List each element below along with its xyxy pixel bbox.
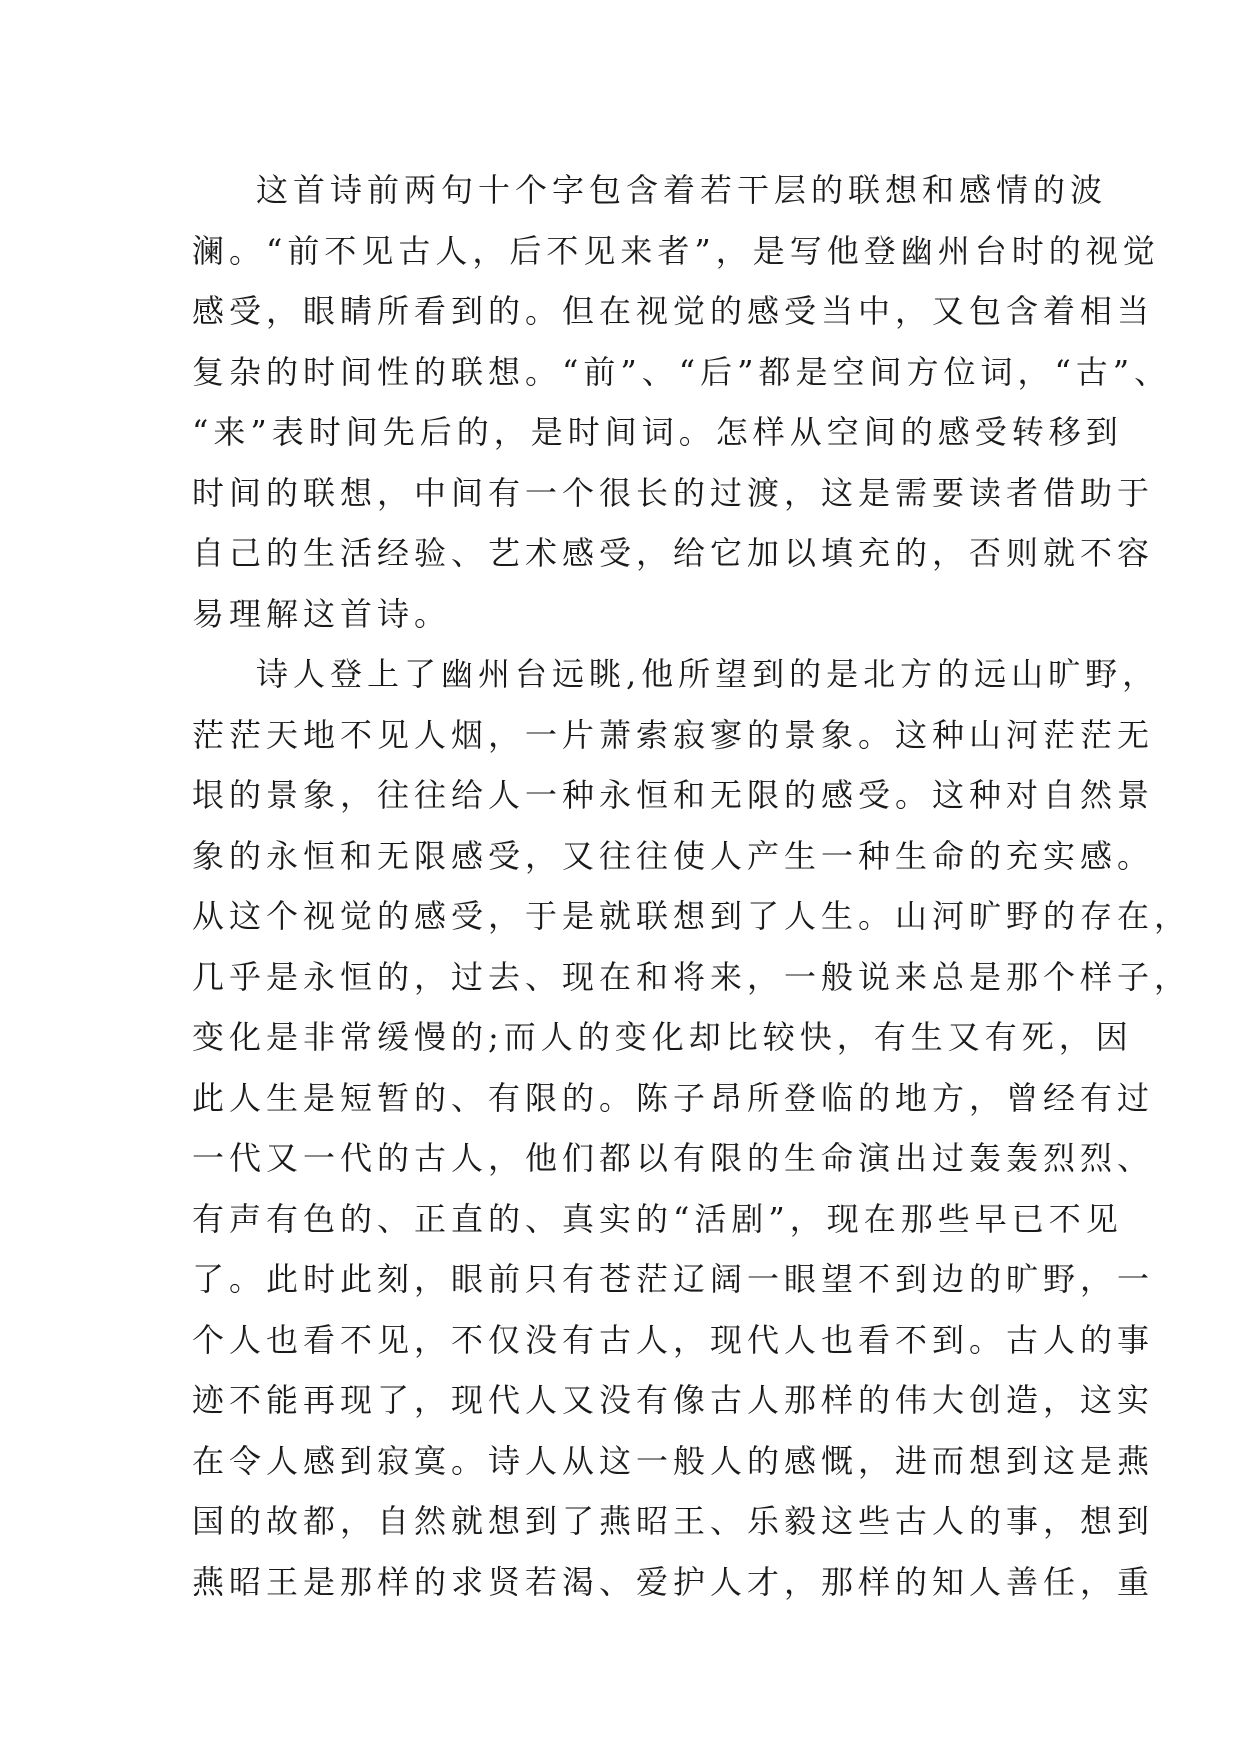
text-line: 几乎是永恒的，过去、现在和将来，一般说来总是那个样子，	[192, 957, 1192, 996]
text-line: 了。此时此刻，眼前只有苍茫辽阔一眼望不到边的旷野，一	[192, 1260, 1155, 1298]
text-line: “来”表时间先后的，是时间词。怎样从空间的感受转移到	[192, 413, 1123, 451]
text-line: 变化是非常缓慢的;而人的变化却比较快，有生又有死，因	[192, 1018, 1133, 1056]
text-line: 时间的联想，中间有一个很长的过渡，这是需要读者借助于	[192, 473, 1155, 512]
text-line: 象的永恒和无限感受，又往往使人产生一种生命的充实感。	[192, 836, 1155, 875]
text-line: 有声有色的、正直的、真实的“活剧”，现在那些早已不见	[192, 1199, 1123, 1238]
paragraph-2	[192, 644, 1192, 1612]
text-line: 易理解这首诗。	[192, 594, 452, 633]
text-line: 燕昭王是那样的求贤若渴、爱护人才，那样的知人善任，重	[192, 1562, 1155, 1601]
text-line: 垠的景象，往往给人一种永恒和无限的感受。这种对自然景	[192, 776, 1155, 814]
text-line: 在令人感到寂寞。诗人从这一般人的感慨，进而想到这是燕	[192, 1441, 1155, 1480]
paragraph-1	[192, 160, 1172, 644]
body-text	[192, 160, 1192, 1612]
text-line: 一代又一代的古人，他们都以有限的生命演出过轰轰烈烈、	[192, 1139, 1155, 1177]
text-line: 自己的生活经验、艺术感受，给它加以填充的，否则就不容	[192, 534, 1155, 572]
text-line: 迹不能再现了，现代人又没有像古人那样的伟大创造，这实	[192, 1381, 1155, 1419]
text-line: 茫茫天地不见人烟，一片萧索寂寥的景象。这种山河茫茫无	[192, 715, 1155, 754]
text-line: 个人也看不见，不仅没有古人，现代人也看不到。古人的事	[192, 1320, 1155, 1359]
text-line: 诗人登上了幽州台远眺,他所望到的是北方的远山旷野，	[256, 655, 1160, 693]
text-line: 此人生是短暂的、有限的。陈子昂所登临的地方，曾经有过	[192, 1078, 1155, 1117]
text-line: 复杂的时间性的联想。“前”、“后”都是空间方位词，“古”、	[192, 352, 1172, 391]
text-line: 澜。“前不见古人，后不见来者”，是写他登幽州台时的视觉	[192, 231, 1160, 270]
text-line: 国的故都，自然就想到了燕昭王、乐毅这些古人的事，想到	[192, 1502, 1155, 1540]
text-line: 这首诗前两句十个字包含着若干层的联想和感情的波	[256, 171, 1108, 209]
text-line: 感受，眼睛所看到的。但在视觉的感受当中，又包含着相当	[192, 292, 1155, 330]
text-line: 从这个视觉的感受，于是就联想到了人生。山河旷野的存在，	[192, 897, 1192, 935]
